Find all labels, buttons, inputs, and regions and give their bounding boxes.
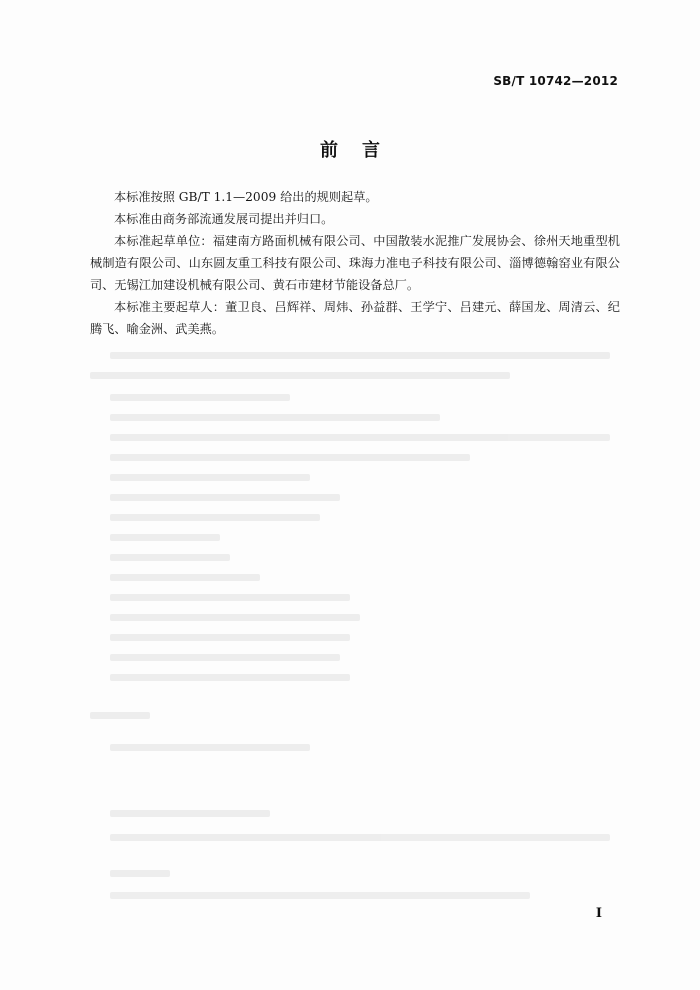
reverse-side-bleed-through bbox=[90, 340, 620, 900]
paragraph-drafting-units: 本标准起草单位：福建南方路面机械有限公司、中国散装水泥推广发展协会、徐州天地重型机械制造有限公司、山东圆友重工科技有限公司、珠海力准电子科技有限公司、淄博德翰窑业有限公司、无锡江加建设机械有限公司、黄石市建材节能设备总厂。 bbox=[90, 234, 620, 292]
page-number: I bbox=[595, 906, 602, 921]
paragraph-main-drafters: 本标准主要起草人：董卫良、吕辉祥、周炜、孙益群、王学宁、吕建元、薛国龙、周清云、纪腾飞、喻金洲、武美燕。 bbox=[90, 300, 620, 336]
standard-code: SB/T 10742—2012 bbox=[493, 74, 618, 88]
paragraph-proposer: 本标准由商务部流通发展司提出并归口。 bbox=[114, 212, 334, 226]
paragraph-drafting-rules: 本标准按照 GB/T 1.1—2009 给出的规则起草。 bbox=[114, 190, 378, 204]
foreword-body bbox=[90, 186, 620, 340]
page-title: 前言 bbox=[320, 140, 404, 161]
